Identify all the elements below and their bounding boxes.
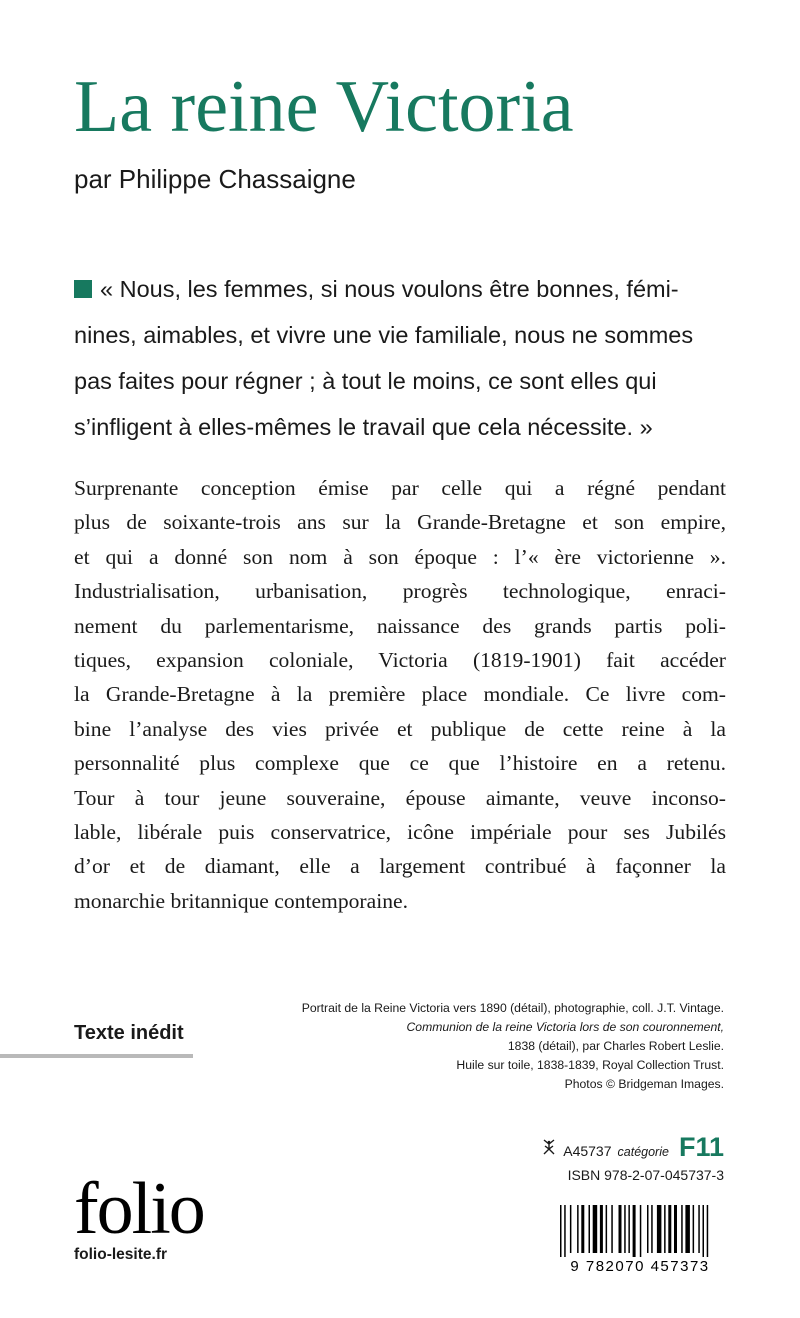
- quote-line: [74, 266, 734, 312]
- barcode-bar: [707, 1205, 709, 1257]
- barcode-bar: [681, 1205, 683, 1253]
- blurb-line: Surprenante conception émise par celle qui a régné pendant: [74, 476, 726, 500]
- barcode-bar: [570, 1205, 572, 1253]
- barcode-bar: [651, 1205, 653, 1253]
- barcode: [556, 1205, 724, 1275]
- credit-line: Photos © Bridgeman Images.: [564, 1077, 724, 1091]
- blurb-line: monarchie britannique contemporaine.: [74, 888, 408, 913]
- barcode-bar: [624, 1205, 626, 1253]
- reference-number: A45737: [563, 1143, 612, 1159]
- blurb-paragraph: [74, 471, 726, 918]
- category-label: catégorie: [617, 1145, 669, 1159]
- blurb-line: et qui a donné son nom à son époque : l’« ère victorienne ».: [74, 544, 726, 569]
- category-code: F11: [678, 1132, 724, 1162]
- publisher-website: folio-lesite.fr: [74, 1246, 168, 1263]
- blurb-line: la Grande-Bretagne à la première place mondiale. Ce livre com-: [74, 682, 726, 707]
- barcode-bar: [698, 1205, 700, 1253]
- barcode-bar: [657, 1205, 662, 1253]
- credit-line: Communion de la reine Victoria lors de son couronnement,: [406, 1020, 724, 1034]
- barcode-bar: [633, 1205, 636, 1257]
- barcode-bar: [560, 1205, 562, 1257]
- quote-line: pas faites pour régner ; à tout le moins, ce sont elles qui: [74, 368, 657, 394]
- barcode-bar: [589, 1205, 591, 1253]
- folio-logo: folio: [74, 1168, 204, 1250]
- gallimard-emblem-icon: [541, 1138, 557, 1156]
- blurb-line: nement du parlementarisme, naissance des grands partis poli-: [74, 613, 726, 638]
- barcode-bar: [693, 1205, 695, 1253]
- credit-line: Huile sur toile, 1838-1839, Royal Collection Trust.: [456, 1058, 724, 1072]
- barcode-bar: [647, 1205, 649, 1253]
- barcode-bar: [674, 1205, 677, 1253]
- barcode-bar: [606, 1205, 608, 1253]
- barcode-number: 9 782070 457373: [570, 1258, 710, 1275]
- credit-line: Portrait de la Reine Victoria vers 1890 (détail), photographie, coll. J.T. Vintage.: [301, 1001, 724, 1015]
- blurb-line: bine l’analyse des vies privée et publique de cette reine à la: [74, 716, 726, 741]
- green-square-bullet-icon: [74, 280, 92, 298]
- barcode-bar: [593, 1205, 598, 1253]
- barcode-bar: [577, 1205, 579, 1253]
- blurb-line: Industrialisation, urbanisation, progrès technologique, enraci-: [74, 579, 726, 604]
- blurb-line: d’or et de diamant, elle a largement contribué à façonner la: [74, 854, 726, 879]
- blurb-line: lable, libérale puis conservatrice, icône impériale pour ses Jubilés: [74, 820, 726, 845]
- blurb-line: plus de soixante-trois ans sur la Grande-Bretagne et son empire,: [74, 510, 726, 535]
- catalog-codes: [541, 1132, 724, 1183]
- quote-line: s’infligent à elles-mêmes le travail que cela nécessite. »: [74, 414, 653, 440]
- label-underline-rule: [0, 1054, 193, 1058]
- barcode-bar: [640, 1205, 642, 1257]
- barcode-bar: [685, 1205, 690, 1253]
- barcode-bar: [619, 1205, 622, 1253]
- barcode-bar: [611, 1205, 613, 1253]
- texte-inedit-label: Texte inédit: [74, 1022, 184, 1044]
- barcode-bar: [581, 1205, 584, 1253]
- barcode-bar: [668, 1205, 671, 1253]
- book-author: par Philippe Chassaigne: [74, 164, 356, 194]
- credit-line: 1838 (détail), par Charles Robert Leslie.: [507, 1039, 724, 1053]
- barcode-bar: [628, 1205, 630, 1253]
- blurb-line: personnalité plus complexe que ce que l’histoire en a retenu.: [74, 751, 726, 776]
- barcode-bar: [664, 1205, 666, 1253]
- book-title: La reine Victoria: [74, 66, 574, 148]
- blurb-line: Tour à tour jeune souveraine, épouse aimante, veuve inconso-: [74, 785, 726, 810]
- isbn: ISBN 978-2-07-045737-3: [567, 1167, 724, 1183]
- photo-credits: [244, 999, 724, 1094]
- barcode-bar: [703, 1205, 705, 1257]
- reference-line: [541, 1132, 724, 1163]
- quote-line: nines, aimables, et vivre une vie familiale, nous ne sommes: [74, 322, 694, 348]
- barcode-bar: [564, 1205, 566, 1257]
- blurb-line: tiques, expansion coloniale, Victoria (1819-1901) fait accéder: [74, 648, 726, 673]
- barcode-bar: [600, 1205, 603, 1253]
- pull-quote: [74, 266, 734, 450]
- quote-line-text: « Nous, les femmes, si nous voulons être bonnes, fémi-: [100, 276, 679, 302]
